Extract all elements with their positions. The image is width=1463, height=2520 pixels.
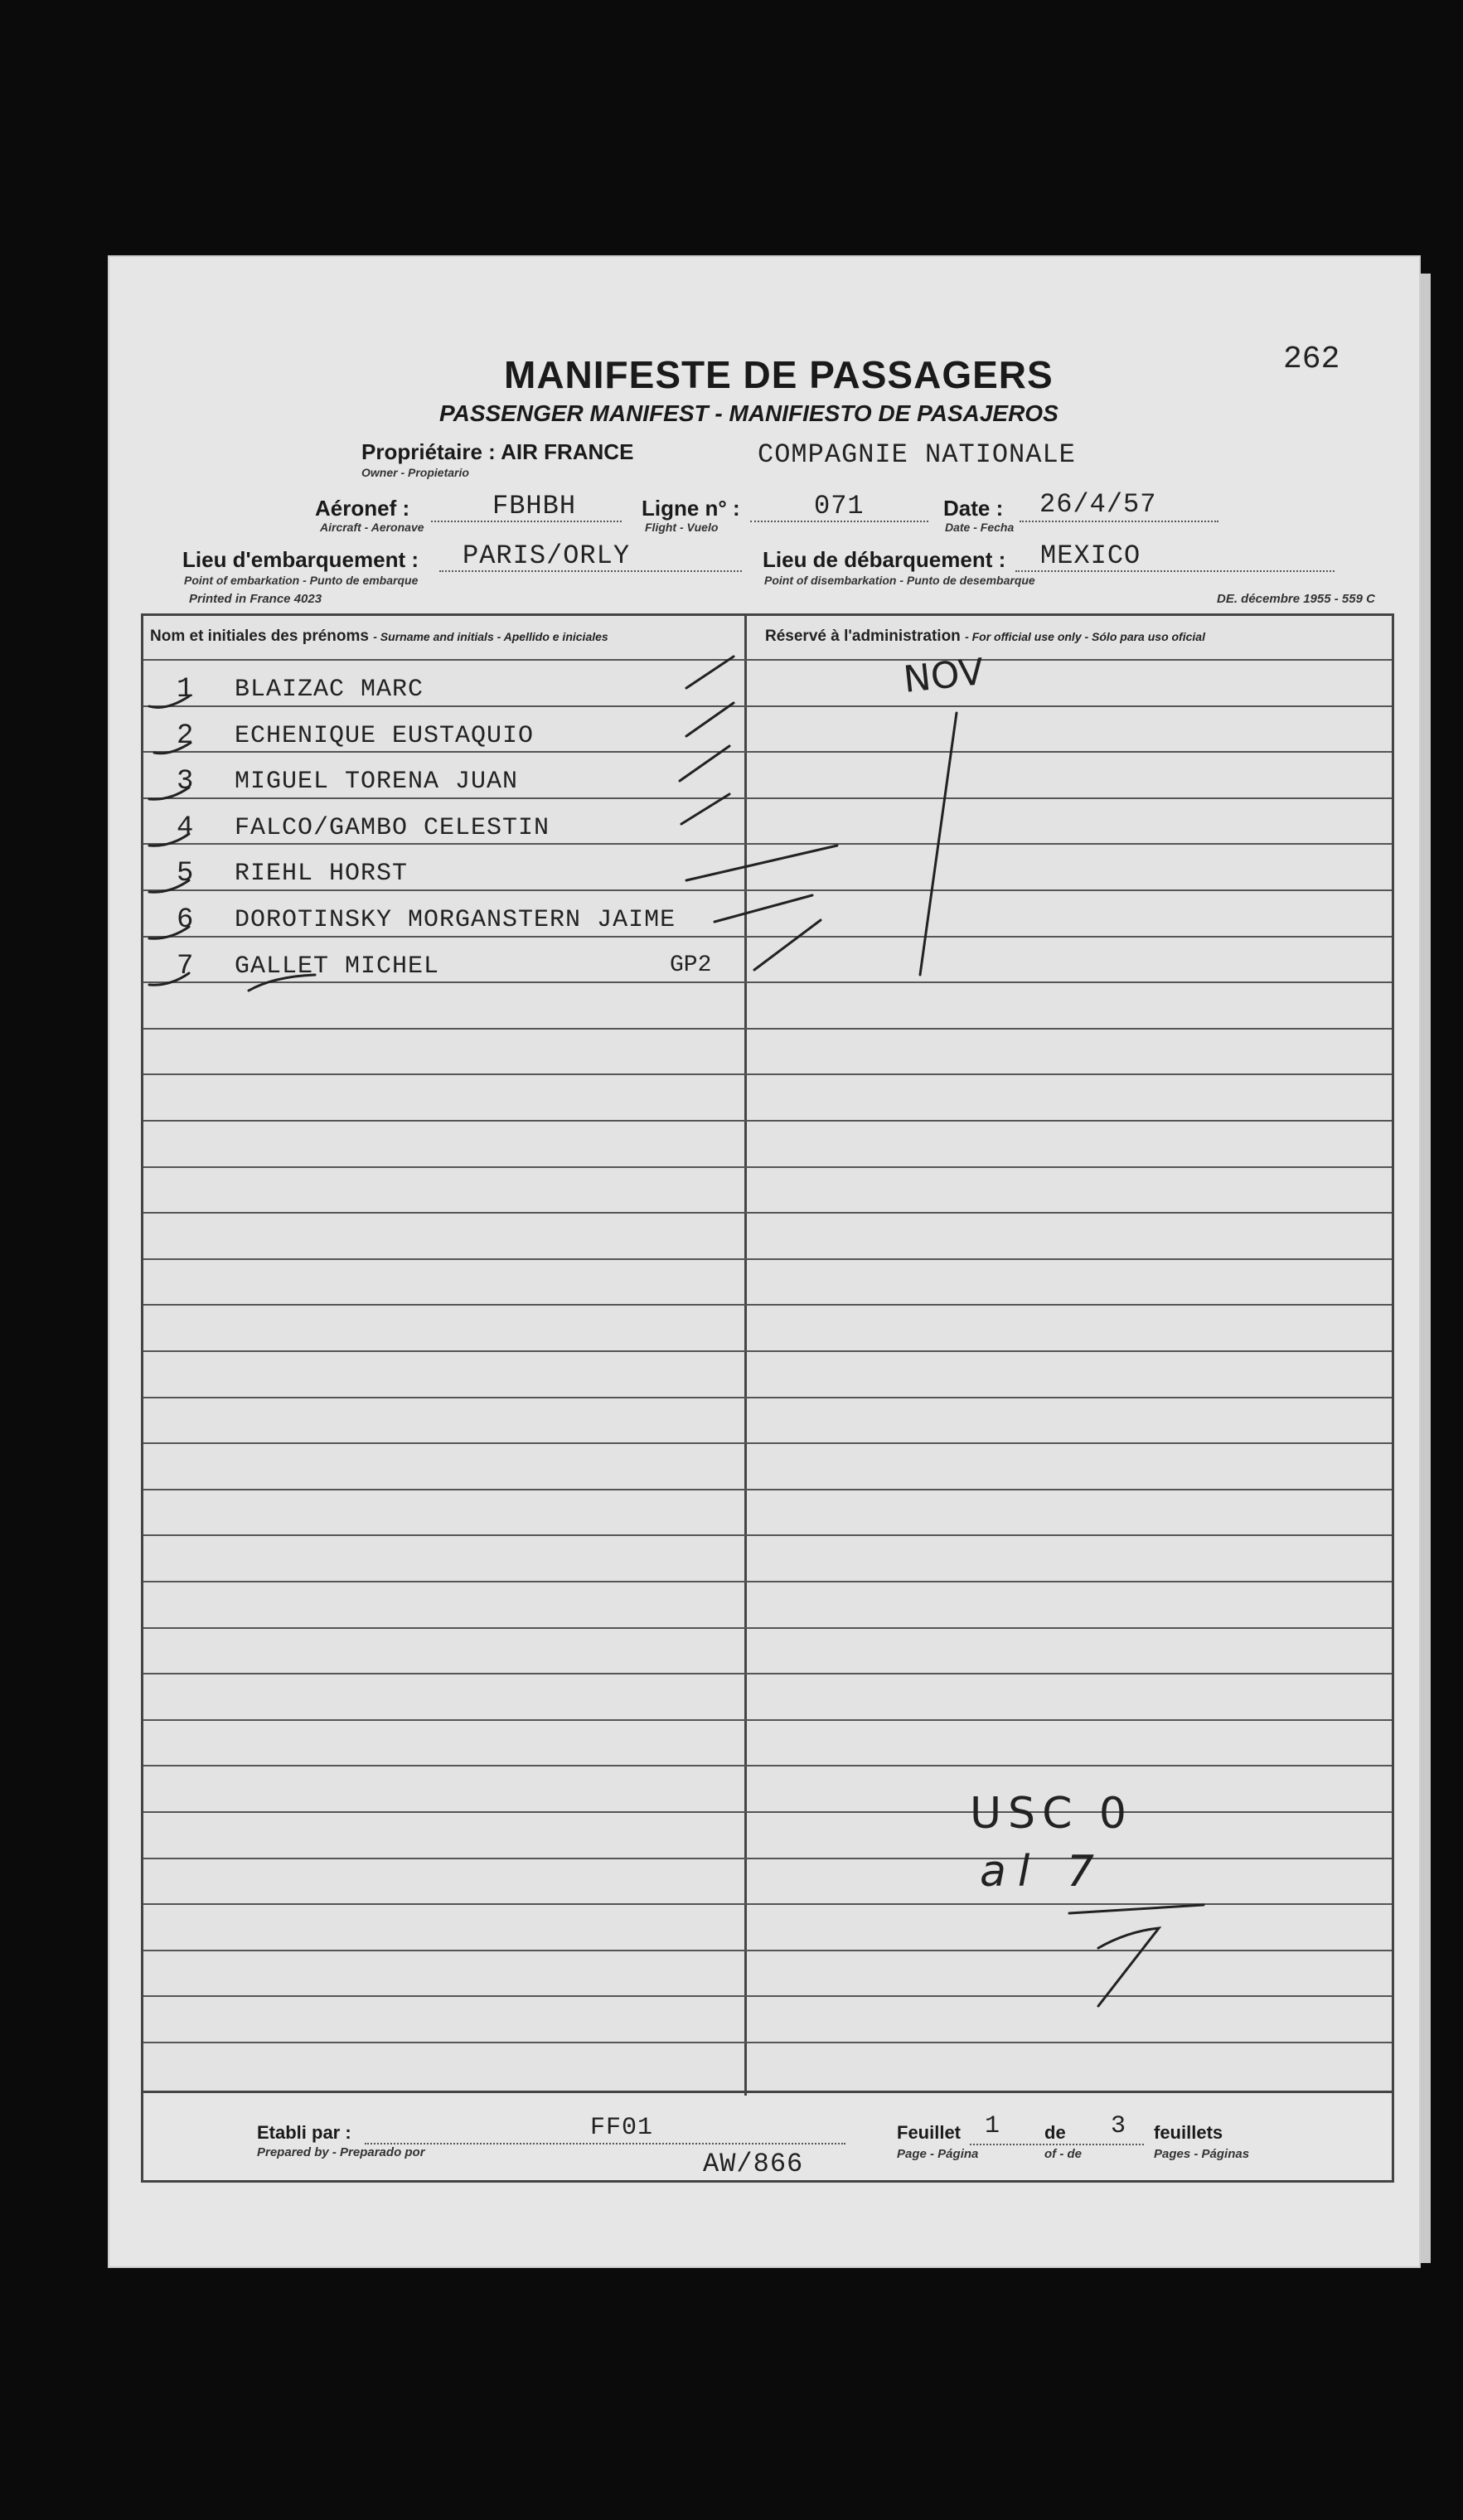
ruled-line [143,1028,1392,1030]
column-header-names-sub: - Surname and initials - Apellido e iniciales [373,630,608,643]
column-header-official-sub: - For official use only - Sólo para uso oficial [965,630,1205,643]
passenger-row [143,674,740,714]
disembark-sublabel: Point of disembarkation - Punto de desembarque [764,574,1035,587]
disembark-value: MEXICO [1040,540,1141,571]
ruled-line [143,1073,1392,1075]
of-sublabel: of - de [1044,2147,1082,2161]
handwritten-line-1: USC 0 [970,1789,1133,1839]
ruled-line [143,1673,1392,1674]
ruled-line [143,1166,1392,1168]
ruled-line [143,1304,1392,1306]
passenger-name: FALCO/GAMBO CELESTIN [235,813,550,842]
passenger-number: 6 [177,904,194,936]
aircraft-value: FBHBH [492,491,577,521]
ruled-line [143,1489,1392,1490]
passenger-table [141,613,1394,2093]
pages-sublabel: Pages - Páginas [1154,2147,1250,2161]
passenger-row [143,904,740,944]
ruled-line [143,1903,1392,1905]
flight-sublabel: Flight - Vuelo [645,521,719,534]
flight-value: 071 [814,491,865,521]
sheet-value: 1 [985,2112,1001,2140]
passenger-row [143,812,740,852]
passenger-row [143,720,740,760]
date-label: Date : [943,496,1004,521]
ruled-line [143,1950,1392,1951]
ruled-line [143,1719,1392,1721]
passenger-row [143,858,740,898]
aircraft-label: Aéronef : [315,496,410,521]
ruled-line [143,1858,1392,1859]
prepared-underline [365,2143,845,2144]
ruled-line [143,1534,1392,1536]
printed-note: Printed in France 4023 [189,592,322,606]
ruled-line [143,1442,1392,1444]
ruled-line [143,1258,1392,1260]
column-divider [744,616,747,2096]
passenger-name: ECHENIQUE EUSTAQUIO [235,721,535,750]
embark-sublabel: Point of embarkation - Punto de embarque [184,574,419,587]
ruled-line [143,659,1392,661]
prepared-value: FF01 [590,2114,654,2142]
passenger-number: 2 [177,720,194,752]
passenger-name: GALLET MICHEL [235,952,440,981]
embark-label: Lieu d'embarquement : [182,547,419,572]
sheet-underline [970,2144,1144,2145]
ruled-line [143,1212,1392,1214]
date-sublabel: Date - Fecha [945,521,1015,534]
form-reference: DE. décembre 1955 - 559 C [1217,592,1375,606]
of-label: de [1044,2122,1066,2143]
passenger-name: MIGUEL TORENA JUAN [235,768,519,797]
owner-value: COMPAGNIE NATIONALE [758,439,1076,470]
embark-underline [439,570,742,572]
paper-edge [1419,274,1431,2263]
column-header-official [765,628,1205,646]
sheets-label: feuillets [1154,2122,1223,2143]
passenger-row [143,766,740,806]
ruled-line [143,1397,1392,1398]
passenger-number: 4 [177,812,194,844]
disembark-underline [1015,570,1335,572]
column-header-official-label: Réservé à l'administration [765,628,961,645]
ruled-line [143,1811,1392,1813]
ruled-line [143,1581,1392,1582]
ruled-line [143,1627,1392,1629]
sheet-label: Feuillet [897,2122,962,2143]
prepared-sublabel: Prepared by - Preparado por [257,2145,425,2159]
passenger-name: DOROTINSKY MORGANSTERN JAIME [235,906,676,934]
aircraft-underline [431,521,622,522]
flight-underline [750,521,928,522]
owner-label: Propriétaire : AIR FRANCE [361,439,634,464]
column-header-names [150,628,608,646]
reference-code: AW/866 [703,2149,804,2179]
prepared-label: Etabli par : [257,2122,351,2143]
date-value: 26/4/57 [1039,489,1157,520]
passenger-name: BLAIZAC MARC [235,676,424,704]
ruled-line [143,1120,1392,1122]
passenger-number: 5 [177,858,194,890]
column-header-names-label: Nom et initiales des prénoms [150,628,369,645]
page-number: 262 [1283,342,1340,377]
official-note: NOV [901,651,986,701]
embark-value: PARIS/ORLY [463,540,631,571]
owner-sublabel: Owner - Propietario [361,466,469,479]
aircraft-sublabel: Aircraft - Aeronave [320,521,424,534]
handwritten-line-2: al 7 [980,1847,1106,1897]
document-title: MANIFESTE DE PASSAGERS [504,353,1054,396]
passenger-code: GP2 [670,952,712,978]
flight-label: Ligne n° : [642,496,740,521]
ruled-line [143,1765,1392,1766]
total-value: 3 [1111,2112,1127,2140]
date-underline [1020,521,1218,522]
ruled-line [143,1350,1392,1352]
sheet-sublabel: Page - Página [897,2147,979,2161]
disembark-label: Lieu de débarquement : [763,547,1006,572]
ruled-line [143,1995,1392,1997]
passenger-number: 7 [177,950,194,982]
passenger-name: RIEHL HORST [235,860,409,889]
passenger-number: 1 [177,674,194,705]
passenger-number: 3 [177,766,194,798]
document-subtitle: PASSENGER MANIFEST - MANIFIESTO DE PASAJEROS [439,400,1058,426]
passenger-row [143,951,740,991]
ruled-line [143,2042,1392,2043]
